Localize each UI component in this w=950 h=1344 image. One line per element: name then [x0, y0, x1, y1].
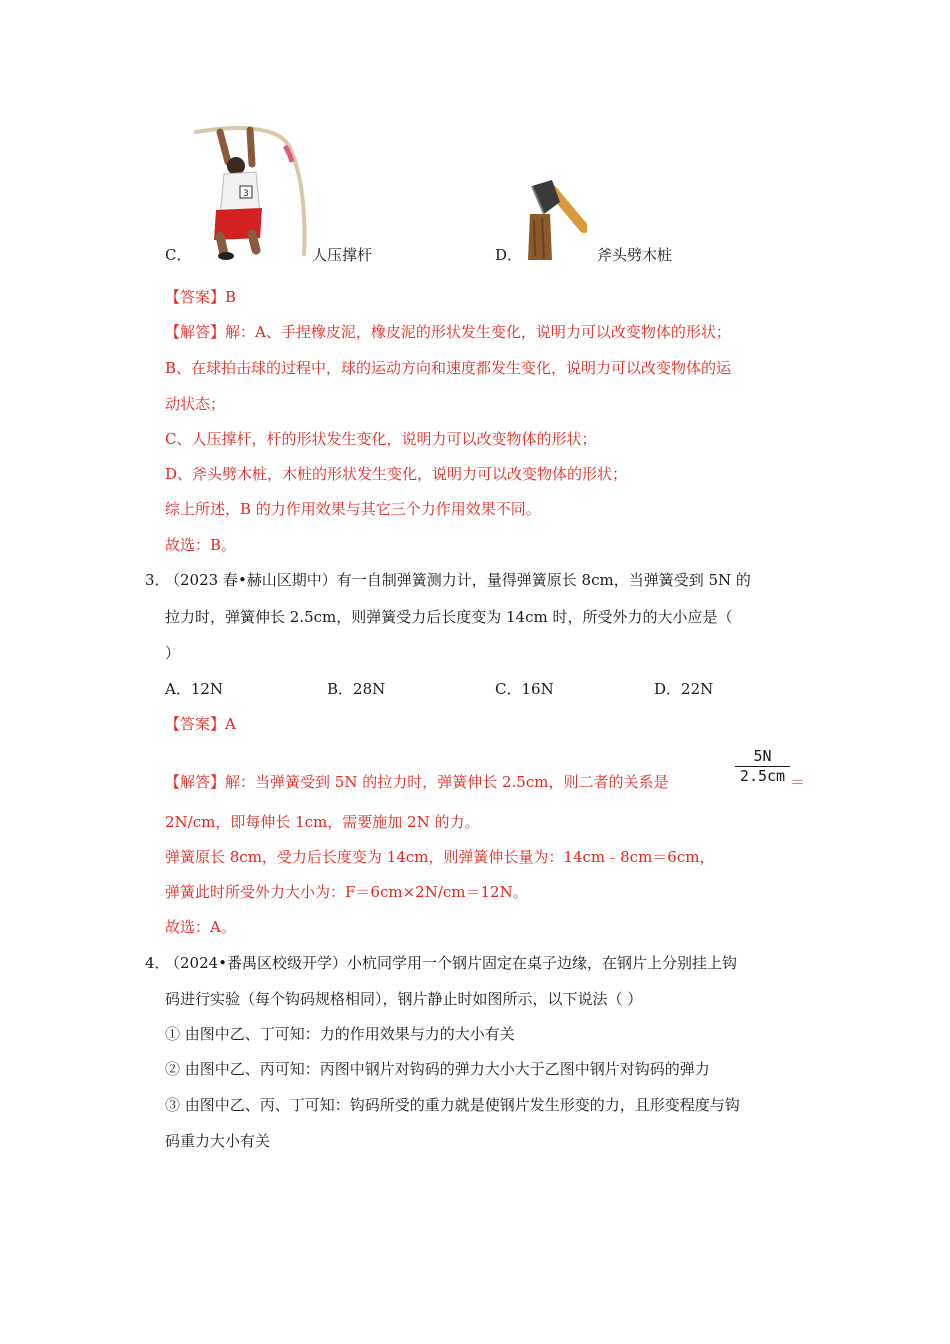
q4-number: 4．	[145, 954, 170, 972]
q4-stem-line: （2024•番禺区校级开学）小杭同学用一个钢片固定在桌子边缘，在钢片上分别挂上钩	[165, 954, 738, 972]
q3-solution-line: 弹簧原长 8cm，受力后长度变为 14cm，则弹簧伸长量为：14cm﹣8cm＝6cm，	[165, 848, 715, 866]
q3-stem-line: ）	[165, 644, 181, 662]
q2-solution-line: 故选：B。	[165, 536, 237, 554]
q3-fraction	[735, 747, 790, 786]
q2-solution-line: B、在球拍击球的过程中，球的运动方向和速度都发生变化，说明力可以改变物体的运	[165, 359, 732, 377]
q2-solution-line: D、斧头劈木桩，木桩的形状发生变化，说明力可以改变物体的形状；	[165, 465, 628, 483]
q3-solution-line: 2N/cm，即每伸长 1cm，需要施加 2N 的力。	[165, 813, 480, 831]
q4-statement: 码重力大小有关	[165, 1132, 271, 1150]
q3-fraction-denominator: 2.5cm	[739, 767, 786, 785]
q3-option-c: C．16N	[495, 680, 554, 698]
q2-answer: 【答案】B	[165, 288, 237, 306]
q3-fraction-equals: ＝	[790, 773, 806, 791]
q2-solution-line: 综上所述，B 的力作用效果与其它三个力作用效果不同。	[165, 500, 541, 518]
q3-stem-line: 拉力时，弹簧伸长 2.5cm，则弹簧受力后长度变为 14cm 时，所受外力的大小应是（	[165, 608, 733, 626]
option-d-label: D．	[495, 246, 523, 264]
option-c-caption: 人压撑杆	[312, 246, 373, 264]
q4-statement: ② 由图中乙、丙可知：丙图中钢片对钩码的弹力大小大于乙图中钢片对钩码的弹力	[165, 1060, 710, 1078]
axe-stake-image	[522, 176, 587, 260]
option-c-label: C．	[165, 246, 192, 264]
q4-statement: ① 由图中乙、丁可知：力的作用效果与力的大小有关	[165, 1025, 515, 1043]
q3-solution-line: 弹簧此时所受外力大小为：F＝6cm×2N/cm＝12N。	[165, 883, 528, 901]
q2-solution-line: 【解答】解：A、手捏橡皮泥，橡皮泥的形状发生变化，说明力可以改变物体的形状；	[165, 323, 731, 341]
q3-stem-line: （2023 春•赫山区期中）有一自制弹簧测力计，量得弹簧原长 8cm，当弹簧受到 5N 的	[165, 571, 751, 589]
pole-vault-image	[190, 122, 315, 260]
q3-fraction-numerator: 5N	[735, 747, 790, 767]
q3-option-a: A．12N	[165, 680, 224, 698]
q2-solution-line: 动状态；	[165, 395, 226, 413]
q3-solution-first: 【解答】解：当弹簧受到 5N 的拉力时，弹簧伸长 2.5cm，则二者的关系是	[165, 773, 669, 791]
q3-answer: 【答案】A	[165, 715, 236, 733]
svg-text:3: 3	[243, 189, 249, 199]
q2-solution-line: C、人压撑杆，杆的形状发生变化，说明力可以改变物体的形状；	[165, 430, 597, 448]
q3-option-d: D．22N	[654, 680, 714, 698]
q3-option-b: B．28N	[327, 680, 386, 698]
q3-number: 3．	[145, 571, 170, 589]
q3-solution-line: 故选：A。	[165, 918, 236, 936]
q4-statement: ③ 由图中乙、丙、丁可知：钩码所受的重力就是使钢片发生形变的力，且形变程度与钩	[165, 1096, 740, 1114]
option-d-caption: 斧头劈木桩	[597, 246, 673, 264]
q4-stem-line: 码进行实验（每个钩码规格相同），钢片静止时如图所示，以下说法（ ）	[165, 990, 643, 1008]
